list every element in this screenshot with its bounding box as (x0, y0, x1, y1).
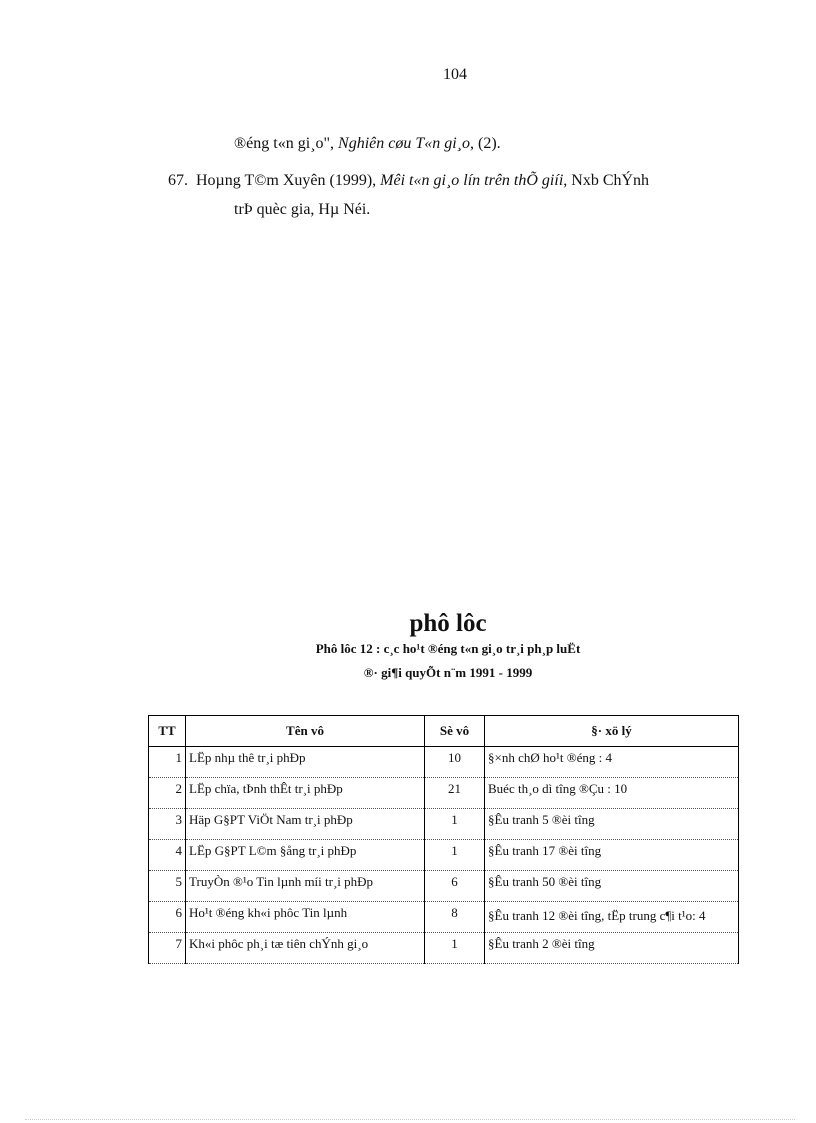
cell-handling: §Êu tranh 2 ®èi tîng (485, 933, 739, 964)
cell-tt: 4 (149, 840, 186, 871)
table-header-row (149, 716, 739, 747)
cell-handling: §Êu tranh 12 ®èi tîng, tËp trung c¶i t¹o: 4 (485, 902, 739, 933)
reference-lead: ®éng t«n gi¸o", (234, 135, 335, 152)
header-tt: TT (149, 716, 186, 747)
table-row (149, 933, 739, 964)
table-row (149, 840, 739, 871)
reference-67-number: 67. (168, 172, 188, 189)
cell-tt: 5 (149, 871, 186, 902)
cell-count: 8 (425, 902, 485, 933)
table-row (149, 902, 739, 933)
cell-tt: 1 (149, 747, 186, 778)
header-name: Tên vô (186, 716, 425, 747)
cell-tt: 2 (149, 778, 186, 809)
appendix-subtitle-line2: ®· gi¶i quyÕt n¨m 1991 - 1999 (363, 665, 533, 680)
reference-publisher: , Nxb ChÝnh (563, 172, 650, 189)
header-count: Sè vô (425, 716, 485, 747)
table-row (149, 778, 739, 809)
table-row (149, 871, 739, 902)
reference-journal: Nghiên cøu T«n gi¸o (338, 135, 471, 152)
cell-count: 1 (425, 933, 485, 964)
cell-name: LËp G§PT L©m §ång tr¸i phÐp (186, 840, 425, 871)
cell-tt: 7 (149, 933, 186, 964)
appendix-subtitle-line1: Phô lôc 12 : c¸c ho¹t ®éng t«n gi¸o tr¸i ph¸p luËt (315, 641, 581, 656)
reference-tail: , (2). (470, 135, 501, 152)
cell-handling: §Êu tranh 17 ®èi tîng (485, 840, 739, 871)
cell-name: Häp G§PT ViÖt Nam tr¸i phÐp (186, 809, 425, 840)
header-handling: §· xö lý (485, 716, 739, 747)
table-row (149, 809, 739, 840)
cell-handling: Buéc th¸o dì tîng ®Çu : 10 (485, 778, 739, 809)
page-number: 104 (443, 66, 467, 83)
cell-count: 21 (425, 778, 485, 809)
cell-name: TruyÒn ®¹o Tin lµnh míi tr¸i phÐp (186, 871, 425, 902)
table-row (149, 747, 739, 778)
cell-count: 1 (425, 840, 485, 871)
cell-tt: 3 (149, 809, 186, 840)
reference-66-continued (234, 135, 501, 153)
cell-count: 1 (425, 809, 485, 840)
page-bottom-divider (25, 1119, 795, 1120)
cell-name: Ho¹t ®éng kh«i phôc Tin lµnh (186, 902, 425, 933)
cell-count: 10 (425, 747, 485, 778)
cell-count: 6 (425, 871, 485, 902)
reference-67 (196, 172, 649, 190)
cell-name: LËp nhµ thê tr¸i phÐp (186, 747, 425, 778)
appendix-table (148, 715, 739, 964)
reference-authors: Hoµng T©m Xuyên (1999), (196, 172, 377, 189)
cell-handling: §Êu tranh 50 ®èi tîng (485, 871, 739, 902)
cell-name: Kh«i phôc ph¸i tæ tiên chÝnh gi¸o (186, 933, 425, 964)
cell-handling: §×nh chØ ho¹t ®éng : 4 (485, 747, 739, 778)
cell-tt: 6 (149, 902, 186, 933)
cell-handling: §Êu tranh 5 ®èi tîng (485, 809, 739, 840)
appendix-title: phô lôc (409, 610, 487, 637)
reference-67-line2: trÞ quèc gia, Hµ Néi. (234, 201, 371, 218)
reference-title: Mêi t«n gi¸o lín trên thÕ giíi (380, 172, 564, 189)
cell-name: LËp chïa, tÞnh thÊt tr¸i phÐp (186, 778, 425, 809)
